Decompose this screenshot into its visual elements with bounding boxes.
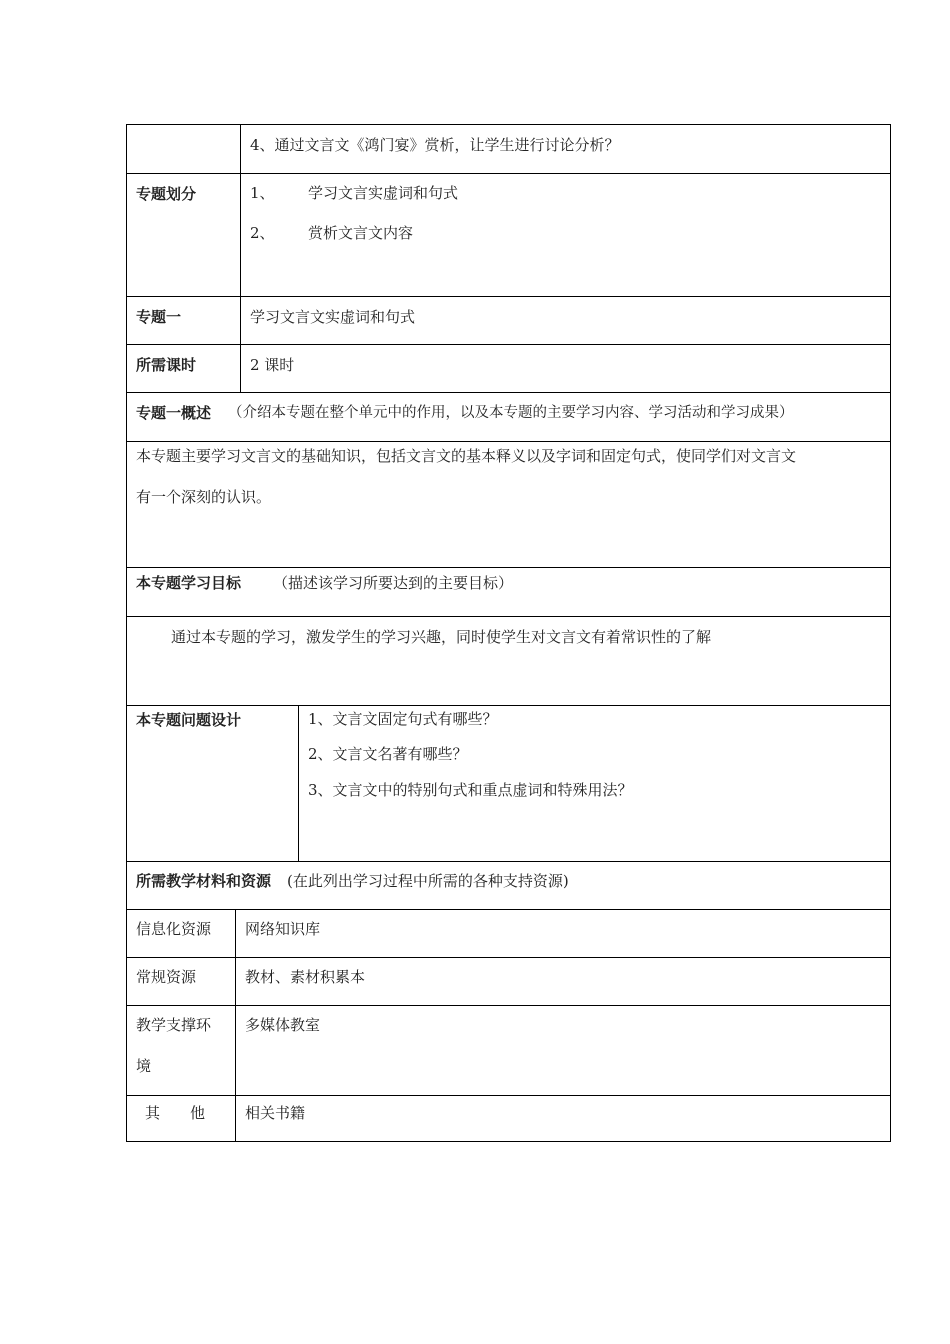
row-question-design bbox=[127, 705, 890, 861]
row-resource-regular bbox=[127, 957, 890, 1005]
question-design-label: 本专题问题设计 bbox=[136, 711, 242, 729]
topic-division-label-cell bbox=[127, 174, 240, 296]
division-item-1-num: 1、 bbox=[250, 184, 275, 202]
class-hours-label-cell bbox=[127, 345, 240, 392]
overview-body-line1: 本专题主要学习文言文的基础知识，包括文言文的基本释义以及字词和固定句式，使同学们对文言文 bbox=[136, 447, 797, 465]
resource-regular-value-cell bbox=[235, 958, 890, 1005]
goal-note: （描述该学习所要达到的主要目标） bbox=[273, 574, 514, 592]
resources-label: 所需教学材料和资源 bbox=[136, 872, 272, 890]
division-item-2-text: 赏析文言文内容 bbox=[308, 224, 414, 242]
resource-environment-label-line2: 境 bbox=[136, 1057, 152, 1075]
row-overview-body bbox=[127, 441, 890, 567]
question-item-1: 1、文言文固定句式有哪些？ bbox=[308, 710, 498, 728]
resource-regular-label-cell bbox=[127, 958, 235, 1005]
class-hours-label: 所需课时 bbox=[136, 356, 197, 374]
resource-other-label: 其 他 bbox=[145, 1104, 206, 1122]
question-design-content-cell bbox=[298, 706, 890, 861]
resources-note: (在此列出学习过程中所需的各种支持资源) bbox=[287, 872, 569, 890]
resource-environment-value-cell bbox=[235, 1006, 890, 1095]
resource-regular-value: 教材、素材积累本 bbox=[245, 968, 366, 986]
row-resource-digital bbox=[127, 909, 890, 957]
resource-digital-label: 信息化资源 bbox=[136, 920, 212, 938]
topic-one-label-cell bbox=[127, 297, 240, 344]
row-goal-body bbox=[127, 616, 890, 705]
resource-digital-value-cell bbox=[235, 910, 890, 957]
division-item-1-text: 学习文言实虚词和句式 bbox=[308, 184, 459, 202]
class-hours-content-cell bbox=[240, 345, 890, 392]
row-topic-one bbox=[127, 296, 890, 344]
row-class-hours bbox=[127, 344, 890, 392]
goal-label: 本专题学习目标 bbox=[136, 574, 242, 592]
row-topic-division bbox=[127, 173, 890, 296]
resource-other-label-cell bbox=[127, 1096, 235, 1141]
row-resource-environment bbox=[127, 1005, 890, 1095]
row-intro-content-cell bbox=[240, 125, 890, 173]
topic-one-label: 专题一 bbox=[136, 308, 182, 326]
division-item-2-num: 2、 bbox=[250, 224, 275, 242]
class-hours-value: 2 课时 bbox=[250, 356, 295, 374]
question-item-3: 3、文言文中的特别句式和重点虚词和特殊用法？ bbox=[308, 781, 633, 799]
row-resources-header bbox=[127, 861, 890, 909]
question-item-2: 2、文言文名著有哪些？ bbox=[308, 745, 468, 763]
resource-digital-value: 网络知识库 bbox=[245, 920, 321, 938]
resource-other-value: 相关书籍 bbox=[245, 1104, 306, 1122]
resource-digital-label-cell bbox=[127, 910, 235, 957]
topic-one-value: 学习文言文实虚词和句式 bbox=[250, 308, 416, 326]
row-goal-header bbox=[127, 567, 890, 616]
intro-item-4: 4、通过文言文《鸿门宴》赏析，让学生进行讨论分析？ bbox=[250, 136, 620, 154]
topic-division-content-cell bbox=[240, 174, 890, 296]
overview-note: （介绍本专题在整个单元中的作用，以及本专题的主要学习内容、学习活动和学习成果） bbox=[228, 405, 794, 421]
overview-body-line2: 有一个深刻的认识。 bbox=[136, 488, 272, 506]
goal-body: 通过本专题的学习，激发学生的学习兴趣，同时使学生对文言文有着常识性的了解 bbox=[171, 628, 712, 646]
resource-environment-label-cell bbox=[127, 1006, 235, 1095]
overview-label: 专题一概述 bbox=[136, 404, 212, 422]
row-resource-other bbox=[127, 1095, 890, 1141]
resource-environment-label-line1: 教学支撑环 bbox=[136, 1016, 212, 1034]
lesson-plan-table bbox=[126, 124, 891, 1142]
question-design-label-cell bbox=[127, 706, 298, 861]
row-intro-label-cell bbox=[127, 125, 240, 173]
resource-regular-label: 常规资源 bbox=[136, 968, 197, 986]
resource-environment-value: 多媒体教室 bbox=[245, 1016, 321, 1034]
resource-other-value-cell bbox=[235, 1096, 890, 1141]
row-overview-header bbox=[127, 392, 890, 441]
topic-division-label: 专题划分 bbox=[136, 185, 197, 203]
row-intro-item bbox=[127, 125, 890, 173]
topic-one-content-cell bbox=[240, 297, 890, 344]
